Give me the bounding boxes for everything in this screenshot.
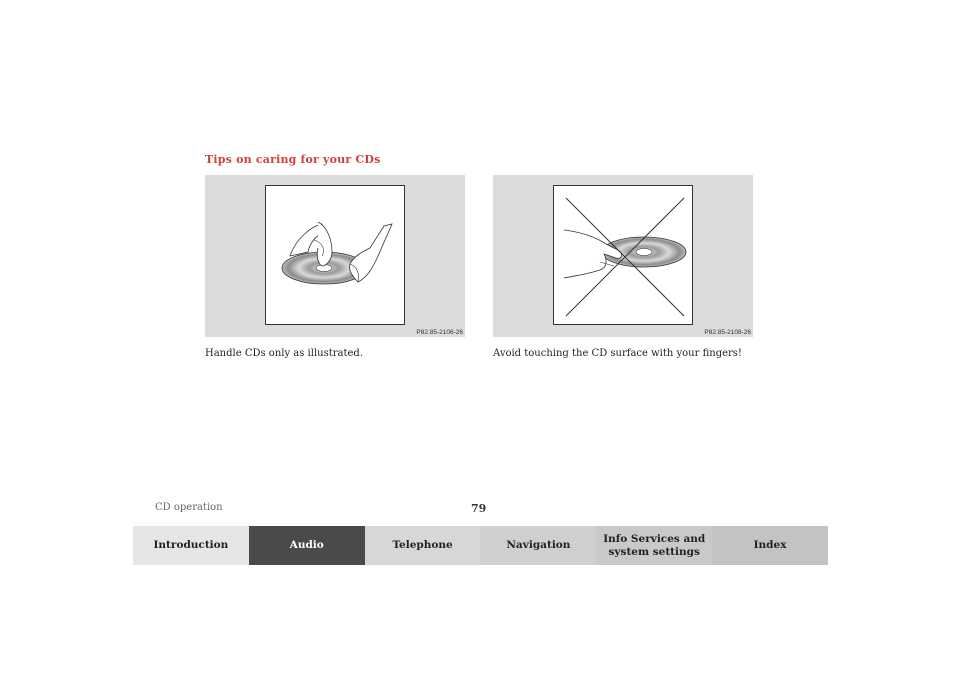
figure-caption: Avoid touching the CD surface with your fingers! (493, 348, 742, 359)
tab-audio[interactable]: Audio (249, 526, 365, 565)
cd-held-correctly-illustration (266, 186, 406, 326)
figure-code: P82.85-2108-26 (704, 329, 751, 336)
tab-info-services[interactable]: Info Services and system settings (596, 526, 712, 565)
chapter-nav (133, 526, 828, 565)
figure-handle-cd (205, 175, 465, 337)
cd-touched-wrongly-illustration (554, 186, 694, 326)
figure-code: P82.85-2106-26 (416, 329, 463, 336)
figure-frame (265, 185, 405, 325)
tab-navigation[interactable]: Navigation (480, 526, 596, 565)
page-heading: Tips on caring for your CDs (205, 153, 381, 166)
figure-avoid-touching (493, 175, 753, 337)
tab-telephone[interactable]: Telephone (365, 526, 481, 565)
figure-caption: Handle CDs only as illustrated. (205, 348, 364, 359)
page-number: 79 (471, 502, 487, 515)
tab-index[interactable]: Index (712, 526, 828, 565)
tab-introduction[interactable]: Introduction (133, 526, 249, 565)
section-label: CD operation (155, 502, 223, 513)
figure-frame (553, 185, 693, 325)
